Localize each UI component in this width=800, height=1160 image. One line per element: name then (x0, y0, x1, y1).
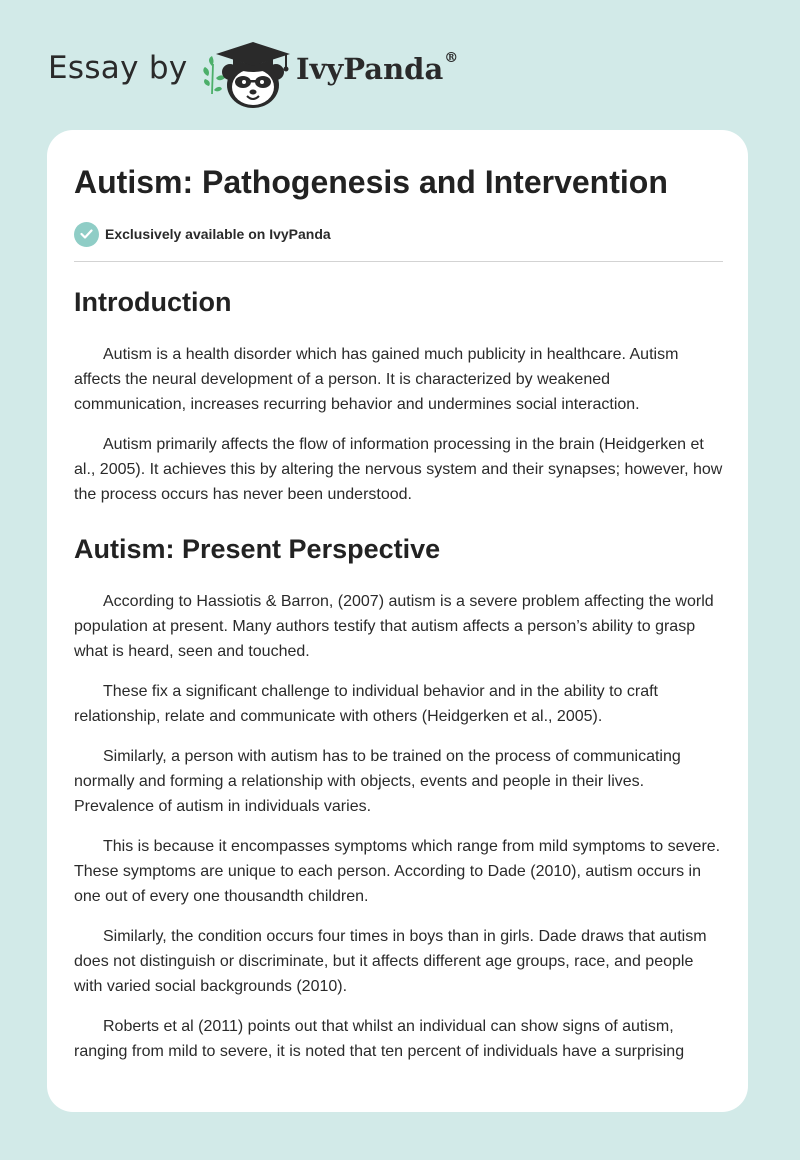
paragraph: Roberts et al (2011) points out that whilst an individual can show signs of autism, ranging from mild to severe, it is noted that ten percent of individuals have a surprising (74, 1018, 685, 1060)
brand-name[interactable]: IvyPanda® (296, 50, 459, 86)
paragraph: Similarly, a person with autism has to be trained on the process of communicating normally and forming a relationship with objects, events and people in their lives. Prevalence of autism in individuals varies. (74, 748, 681, 815)
paragraph: According to Hassiotis & Barron, (2007) autism is a severe problem affecting the world population at present. Many authors testify that autism affects a person’s ability to grasp what is heard, seen and touched. (74, 593, 714, 660)
checkmark-icon (74, 222, 99, 247)
exclusive-badge (74, 221, 331, 247)
panda-logo-icon[interactable] (202, 38, 292, 110)
paragraph: Autism primarily affects the flow of information processing in the brain (Heidgerken et al., 2005). It achieves this by altering the nervous system and their synapses; however, how the process occurs has never been understood. (74, 436, 723, 503)
essay-card (47, 130, 748, 1112)
section-heading-present-perspective: Autism: Present Perspective (74, 534, 441, 564)
registered-mark: ® (444, 50, 459, 67)
essay-body (74, 280, 723, 1064)
site-header (0, 0, 800, 120)
essay-title: Autism: Pathogenesis and Intervention (74, 164, 668, 200)
exclusive-badge-label: Exclusively available on IvyPanda (105, 226, 331, 242)
paragraph: These fix a significant challenge to individual behavior and in the ability to craft relationship, relate and communicate with others (Heidgerken et al., 2005). (74, 683, 658, 725)
paragraph: Autism is a health disorder which has gained much publicity in healthcare. Autism affects the neural development of a person. It is characterized by weakened communication, increases recurring behavior and undermines social interaction. (74, 346, 679, 413)
paragraph: This is because it encompasses symptoms which range from mild symptoms to severe. These symptoms are unique to each person. According to Dade (2010), autism occurs in one out of every one thousandth children. (74, 838, 721, 905)
paragraph: Similarly, the condition occurs four times in boys than in girls. Dade draws that autism does not distinguish or discriminate, but it affects different age groups, race, and people with varied social backgrounds (2010). (74, 928, 707, 995)
title-divider (74, 261, 723, 262)
section-heading-introduction: Introduction (74, 287, 232, 317)
essay-by-label: Essay by (48, 50, 188, 86)
